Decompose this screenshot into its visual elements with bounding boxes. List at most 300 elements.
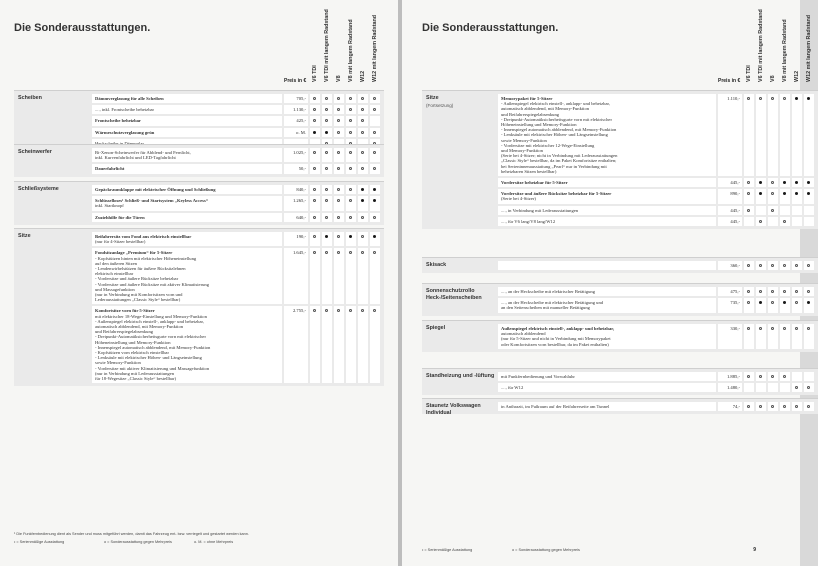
standard-dot-icon [783, 181, 786, 184]
availability-cell [370, 164, 380, 173]
section-label [426, 288, 500, 302]
availability-cell [744, 178, 754, 187]
optional-circle-icon [771, 192, 774, 195]
availability-cell [756, 324, 766, 349]
column-header-text: V6 TDI mit langem Radstand [758, 9, 764, 82]
optional-circle-icon [313, 235, 316, 238]
option-description [498, 261, 716, 270]
option-description [498, 94, 716, 176]
availability-cell [756, 189, 766, 203]
availability-cell [322, 248, 332, 304]
optional-circle-icon [361, 97, 364, 100]
option-line: - Vordersitze und äußere Rücksitze mit aktiver Klimatisierung [95, 281, 210, 287]
column-header-text: V6 TDI [746, 65, 752, 82]
availability-cell [768, 178, 778, 187]
availability-cell [334, 232, 344, 246]
availability-cell [358, 148, 368, 162]
availability-cell [310, 306, 320, 383]
availability-cell [310, 248, 320, 304]
section-label-text: Scheinwerfer [18, 149, 52, 155]
standard-dot-icon [783, 192, 786, 195]
option-price: 74,- [718, 402, 742, 411]
optional-circle-icon [325, 199, 328, 202]
availability-cell [744, 217, 754, 226]
optional-circle-icon [783, 97, 786, 100]
optional-circle-icon [337, 188, 340, 191]
option-price: 890,- [718, 189, 742, 203]
option-line: sowie Memory-Funktion [501, 137, 547, 143]
option-line: ...., in Verbindung mit Lederausstattungen [501, 207, 579, 213]
availability-cell [744, 324, 754, 349]
option-price: 445,- [718, 217, 742, 226]
option-line: (Serie bei 4-Sitzer; nicht in Verbindung mit Lederausstattungen [501, 153, 618, 159]
availability-cell [346, 213, 356, 222]
option-description [92, 148, 282, 162]
column-header-text: W12 [794, 70, 800, 82]
option-line: Vordersitze beheizbar für 5-Sitzer [501, 180, 568, 185]
option-line: oder Komfortsitzen vorn bestellbar, da im Paket enthalten) [501, 341, 609, 347]
availability-cell [792, 206, 802, 215]
optional-circle-icon [747, 97, 750, 100]
optional-circle-icon [337, 235, 340, 238]
availability-cell [358, 116, 368, 125]
column-header-text: W12 mit langem Radstand [806, 14, 812, 82]
availability-cell [310, 196, 320, 210]
option-price: 1.110,- [718, 94, 742, 176]
section-label [18, 186, 92, 193]
optional-circle-icon [349, 188, 352, 191]
availability-cell [756, 372, 766, 381]
optional-circle-icon [337, 167, 340, 170]
standard-dot-icon [795, 181, 798, 184]
availability-cell [322, 94, 332, 103]
option-description [498, 324, 716, 349]
optional-circle-icon [747, 301, 750, 304]
option-description [92, 105, 282, 114]
optional-circle-icon [313, 251, 316, 254]
availability-cell [780, 178, 790, 187]
availability-cell [370, 232, 380, 246]
availability-cell [792, 287, 802, 296]
optional-circle-icon [759, 97, 762, 100]
column-header-text: V8 mit langem Radstand [782, 19, 788, 82]
optional-circle-icon [337, 119, 340, 122]
optional-circle-icon [759, 220, 762, 223]
option-price: 840,- [284, 185, 308, 194]
availability-cell [804, 287, 814, 296]
option-description [92, 116, 282, 125]
option-line: elektrisch einstellbar [95, 271, 134, 277]
availability-cell [370, 248, 380, 304]
option-price: 475,- [718, 287, 742, 296]
availability-cell [334, 94, 344, 103]
optional-circle-icon [783, 327, 786, 330]
option-description [498, 383, 716, 392]
availability-cell [346, 196, 356, 210]
column-header [780, 2, 790, 82]
option-price: 330,- [718, 324, 742, 349]
standard-dot-icon [759, 181, 762, 184]
availability-cell [804, 383, 814, 392]
option-line: beheizbaren Sitzen bestellbar) [501, 168, 557, 174]
column-header [346, 2, 356, 82]
optional-circle-icon [373, 108, 376, 111]
standard-dot-icon [795, 192, 798, 195]
option-price: 360,- [718, 261, 742, 270]
availability-cell [744, 298, 754, 312]
option-line: Dauerfahrlicht [95, 166, 125, 172]
optional-circle-icon [747, 327, 750, 330]
optional-circle-icon [771, 209, 774, 212]
optional-circle-icon [807, 386, 810, 389]
availability-cell [370, 94, 380, 103]
availability-cell [334, 306, 344, 383]
availability-cell [310, 105, 320, 114]
option-line: - Lenksäule mit elektrischer Höhen- und Längseinstellung [95, 355, 202, 361]
availability-cell [370, 116, 380, 125]
availability-cell [334, 248, 344, 304]
availability-cell [756, 94, 766, 176]
optional-circle-icon [795, 290, 798, 293]
availability-cell [804, 217, 814, 226]
optional-circle-icon [325, 119, 328, 122]
optional-circle-icon [771, 301, 774, 304]
standard-dot-icon [807, 301, 810, 304]
option-line: Frontscheibe beheizbar [95, 118, 141, 124]
option-price: 190,- [284, 232, 308, 246]
availability-cell [346, 116, 356, 125]
optional-circle-icon [747, 375, 750, 378]
availability-cell [310, 94, 320, 103]
availability-cell [322, 148, 332, 162]
legend-item: o = Sonderausstattung gegen Mehrpreis [104, 540, 172, 544]
option-line: an den Seitenscheiben mit manueller Betätigung [501, 305, 590, 311]
availability-cell [744, 189, 754, 203]
option-price: 50,- [284, 164, 308, 173]
optional-circle-icon [783, 264, 786, 267]
standard-dot-icon [361, 188, 364, 191]
option-line: - Außenspiegel elektrisch einstell-, anklapp- und beheizbar, [95, 318, 205, 324]
optional-circle-icon [325, 108, 328, 111]
availability-cell [756, 383, 766, 392]
availability-cell [792, 402, 802, 411]
availability-cell [804, 324, 814, 349]
column-header-text: W12 mit langem Radstand [372, 14, 378, 82]
optional-circle-icon [337, 309, 340, 312]
page-number: 9 [753, 547, 756, 553]
availability-cell [756, 261, 766, 270]
option-section [422, 368, 818, 395]
option-line: - Dreipunkt-Automatiksicherheitsgurte vorn mit elektrischer [95, 334, 206, 340]
option-price: 1.480,- [718, 383, 742, 392]
standard-dot-icon [325, 235, 328, 238]
option-line: Zuziehhilfe für die Türen [95, 214, 145, 220]
standard-dot-icon [759, 301, 762, 304]
availability-cell [804, 372, 814, 381]
option-section [14, 181, 384, 225]
optional-circle-icon [759, 327, 762, 330]
option-line: Komfortsitze vorn für 5-Sitzer [95, 308, 155, 314]
availability-cell [358, 232, 368, 246]
optional-circle-icon [349, 199, 352, 202]
availability-cell [358, 213, 368, 222]
availability-cell [370, 213, 380, 222]
option-section [422, 257, 818, 273]
availability-cell [756, 298, 766, 312]
column-header-text: V8 mit langem Radstand [348, 19, 354, 82]
availability-cell [780, 372, 790, 381]
section-label-text: Spiegel [426, 325, 446, 331]
column-header-text: W12 [360, 70, 366, 82]
availability-cell [804, 189, 814, 203]
availability-cell [780, 324, 790, 349]
availability-cell [780, 298, 790, 312]
availability-cell [780, 206, 790, 215]
availability-cell [310, 213, 320, 222]
option-line: inkl. Kurvenfahrlicht und LED-Tagfahrlicht [95, 155, 176, 161]
option-description [498, 402, 716, 411]
option-line: auf den äußeren Sitzen [95, 260, 137, 266]
optional-circle-icon [313, 309, 316, 312]
option-line: automatisch abblendend, mit Memory-Funktion [501, 106, 590, 112]
option-line: mit elektrischer 18-Wege-Einstellung und Memory-Funktion [95, 313, 207, 319]
availability-cell [744, 94, 754, 176]
optional-circle-icon [349, 108, 352, 111]
availability-cell [756, 287, 766, 296]
standard-dot-icon [807, 181, 810, 184]
section-label-text: Sitze [426, 95, 439, 101]
availability-cell [792, 94, 802, 176]
availability-cell [756, 206, 766, 215]
availability-cell [370, 185, 380, 194]
availability-cell [744, 206, 754, 215]
optional-circle-icon [747, 405, 750, 408]
optional-circle-icon [349, 131, 352, 134]
option-line: Beifahrersitz vom Fond aus elektrisch einstellbar [95, 234, 192, 239]
availability-cell [792, 383, 802, 392]
column-header [310, 2, 320, 82]
availability-cell [334, 185, 344, 194]
optional-circle-icon [759, 375, 762, 378]
optional-circle-icon [747, 181, 750, 184]
optional-circle-icon [349, 309, 352, 312]
availability-cell [322, 128, 332, 137]
optional-circle-icon [349, 119, 352, 122]
optional-circle-icon [795, 264, 798, 267]
section-sublabel: (Fortsetzung) [426, 103, 454, 108]
option-description [498, 178, 716, 187]
legend-item: • = Serienmäßige Ausstattung [422, 548, 473, 552]
option-line: Vordersitze und äußere Rücksitze beheizbar für 5-Sitzer [501, 191, 612, 197]
option-description [92, 185, 282, 194]
availability-cell [310, 128, 320, 137]
standard-dot-icon [795, 97, 798, 100]
availability-cell [804, 178, 814, 187]
availability-cell [322, 164, 332, 173]
optional-circle-icon [361, 108, 364, 111]
optional-circle-icon [795, 301, 798, 304]
column-header-text: V6 TDI mit langem Radstand [324, 9, 330, 82]
optional-circle-icon [349, 97, 352, 100]
availability-cell [346, 248, 356, 304]
availability-cell [358, 306, 368, 383]
option-line: (Serie bei 4-Sitzer) [501, 196, 536, 202]
section-label [426, 95, 500, 109]
option-section [14, 90, 384, 151]
optional-circle-icon [373, 97, 376, 100]
availability-cell [768, 324, 778, 349]
availability-cell [744, 372, 754, 381]
availability-cell [744, 402, 754, 411]
optional-circle-icon [795, 327, 798, 330]
optional-circle-icon [337, 108, 340, 111]
option-description [498, 206, 716, 215]
availability-cell [334, 196, 344, 210]
optional-circle-icon [361, 167, 364, 170]
availability-cell [792, 324, 802, 349]
option-line: für 18-Wegesitze „Classic Style“ bestellbar) [95, 376, 177, 382]
availability-cell [358, 94, 368, 103]
option-line: und Memory-Funktion [501, 148, 543, 154]
option-line: bei Serieninnenausstattung „Pearl“ nur in Verbindung mit [501, 163, 607, 169]
availability-cell [346, 94, 356, 103]
availability-cell [768, 287, 778, 296]
availability-cell [780, 287, 790, 296]
left-page [0, 0, 398, 566]
section-label-text: Scheiben [18, 95, 42, 101]
optional-circle-icon [361, 216, 364, 219]
option-description [92, 306, 282, 383]
availability-cell [346, 105, 356, 114]
optional-circle-icon [313, 216, 316, 219]
optional-circle-icon [313, 167, 316, 170]
option-price: 1.130,- [284, 105, 308, 114]
optional-circle-icon [373, 216, 376, 219]
availability-cell [358, 248, 368, 304]
optional-circle-icon [313, 151, 316, 154]
optional-circle-icon [361, 251, 364, 254]
optional-circle-icon [747, 209, 750, 212]
optional-circle-icon [783, 220, 786, 223]
option-line: (nur für 5-Sitzer und nicht in Verbindung mit Memorypaket [501, 336, 611, 342]
section-label [18, 95, 92, 102]
optional-circle-icon [325, 188, 328, 191]
column-header [756, 2, 766, 82]
availability-cell [768, 402, 778, 411]
optional-circle-icon [759, 290, 762, 293]
column-header [768, 2, 778, 82]
availability-cell [370, 105, 380, 114]
availability-cell [322, 105, 332, 114]
availability-cell [804, 94, 814, 176]
availability-cell [358, 164, 368, 173]
availability-cell [358, 105, 368, 114]
option-line: - Kopfstützen hinten mit elektrischer Höheneinstellung [95, 255, 197, 261]
column-header-text: V8 [770, 75, 776, 82]
optional-circle-icon [325, 167, 328, 170]
availability-cell [780, 383, 790, 392]
availability-cell [370, 196, 380, 210]
option-line: - Innenspiegel automatisch abblendend, mit Memory-Funktion [501, 127, 617, 133]
option-line: „Classic Style“ bestellbar, da im Paket Komfortsitze enthalten; [501, 158, 617, 164]
column-header [744, 2, 754, 82]
standard-dot-icon [807, 97, 810, 100]
option-line: (nur in Verbindung mit Lederausstattungen [95, 370, 175, 376]
optional-circle-icon [349, 151, 352, 154]
optional-circle-icon [771, 97, 774, 100]
price-header: Preis in € [284, 78, 307, 84]
availability-cell [346, 148, 356, 162]
option-section [422, 283, 818, 316]
section-label-text: Sonnenschutzrollo Heck-/Seitenscheiben [426, 288, 482, 301]
option-line: - Lenksäule mit elektrischer Höhen- und Längseinstellung [501, 132, 608, 138]
right-page [402, 0, 812, 566]
option-line: ...., für V6 lang/V8 lang/W12 [501, 218, 556, 224]
optional-circle-icon [313, 119, 316, 122]
option-line: ...., für W12 [501, 385, 524, 391]
standard-dot-icon [325, 131, 328, 134]
optional-circle-icon [759, 264, 762, 267]
availability-cell [310, 232, 320, 246]
option-line: inkl. Startknopf [95, 203, 124, 209]
option-price: 1.265,- [284, 196, 308, 210]
optional-circle-icon [795, 405, 798, 408]
standard-dot-icon [373, 235, 376, 238]
option-description [92, 94, 282, 103]
option-line: Schlüsselloses¹ Schließ- und Startsystem „Keyless Access“ [95, 198, 209, 204]
section-label [426, 403, 500, 417]
optional-circle-icon [349, 167, 352, 170]
optional-circle-icon [807, 290, 810, 293]
option-section [422, 90, 818, 229]
optional-circle-icon [771, 405, 774, 408]
option-description [498, 217, 716, 226]
column-header-text: V8 [336, 75, 342, 82]
optional-circle-icon [807, 405, 810, 408]
availability-cell [756, 402, 766, 411]
option-line: - Vordersitze mit aktiver Klimatisierung und Massagefunktion [95, 365, 210, 371]
availability-cell [780, 94, 790, 176]
column-header-text: V6 TDI [312, 65, 318, 82]
optional-circle-icon [325, 251, 328, 254]
availability-cell [310, 185, 320, 194]
availability-cell [334, 128, 344, 137]
legend-item: o = Sonderausstattung gegen Mehrpreis [512, 548, 580, 552]
option-line: Dämmverglasung für alle Scheiben [95, 96, 164, 101]
option-section [14, 144, 384, 177]
availability-cell [334, 105, 344, 114]
optional-circle-icon [747, 264, 750, 267]
optional-circle-icon [325, 216, 328, 219]
availability-cell [768, 217, 778, 226]
availability-cell [334, 164, 344, 173]
optional-circle-icon [361, 119, 364, 122]
option-description [498, 287, 716, 296]
price-header: Preis in € [718, 78, 741, 84]
option-description [92, 232, 282, 246]
optional-circle-icon [747, 192, 750, 195]
page-title: Die Sonderausstattungen. [14, 22, 151, 34]
availability-cell [346, 128, 356, 137]
availability-cell [744, 383, 754, 392]
optional-circle-icon [361, 309, 364, 312]
option-section [14, 228, 384, 386]
option-section [422, 320, 818, 352]
availability-cell [346, 185, 356, 194]
option-line: und Beifahrerspiegelabsenkung [501, 111, 560, 117]
optional-circle-icon [373, 167, 376, 170]
availability-cell [744, 261, 754, 270]
